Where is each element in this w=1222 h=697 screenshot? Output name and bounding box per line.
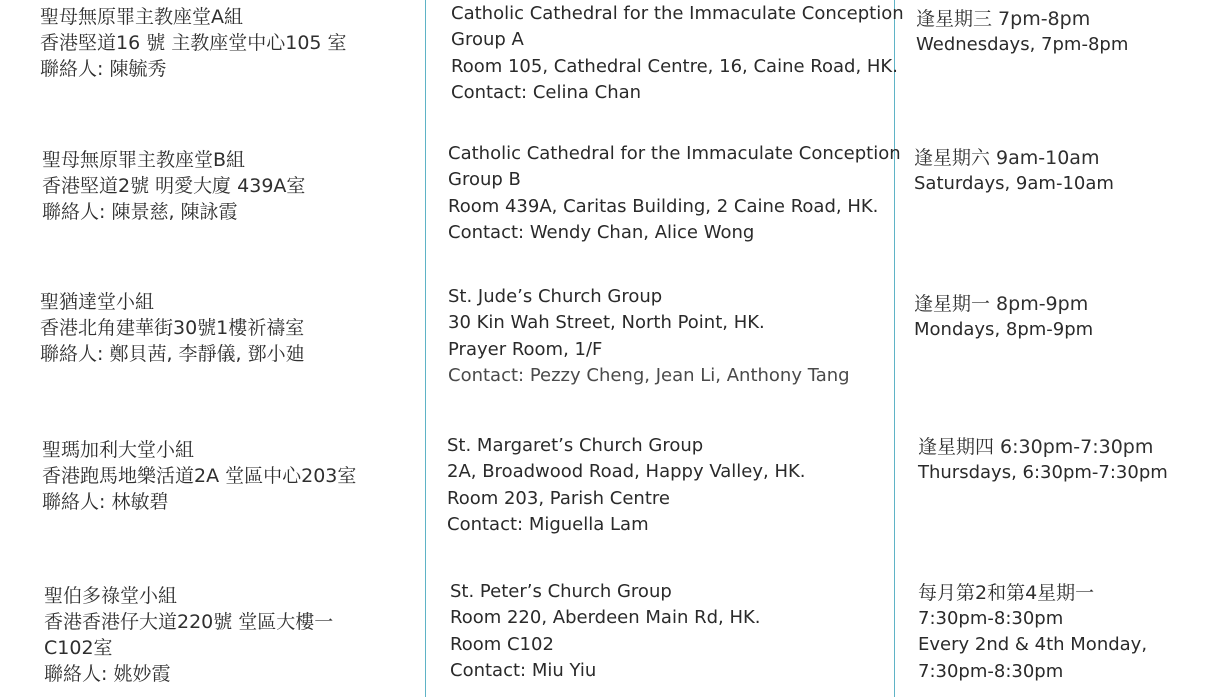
- meeting-time-english: Every 2nd & 4th Monday,: [918, 634, 1148, 656]
- group-chinese-name: 聖母無原罪主教座堂A組: [40, 6, 243, 28]
- group-english-st-margaret: [447, 433, 806, 538]
- group-english-address: Room 439A, Caritas Building, 2 Caine Road, HK.: [448, 195, 879, 217]
- group-chinese-address: 香港堅道16 號 主教座堂中心105 室: [40, 32, 347, 54]
- group-english-name-cont: Group B: [448, 169, 521, 191]
- group-english-room: Prayer Room, 1/F: [448, 338, 603, 360]
- meeting-time-cathedral-b: [914, 145, 1114, 197]
- group-english-name: St. Margaret’s Church Group: [447, 435, 704, 456]
- meeting-time-english: Thursdays, 6:30pm-7:30pm: [918, 462, 1168, 483]
- meeting-time-english-time: 7:30pm-8:30pm: [918, 660, 1064, 682]
- group-chinese-name: 聖伯多祿堂小組: [44, 585, 178, 607]
- group-chinese-st-margaret: [42, 437, 356, 515]
- group-chinese-name: 聖母無原罪主教座堂B組: [42, 149, 246, 171]
- meeting-time-st-margaret: [918, 434, 1168, 486]
- group-english-contact: Contact: Celina Chan: [451, 81, 642, 103]
- group-english-name: Catholic Cathedral for the Immaculate Conception: [451, 3, 904, 24]
- group-chinese-cathedral-b: [42, 147, 305, 225]
- group-chinese-st-jude: [40, 289, 305, 367]
- group-english-room: Room C102: [450, 633, 554, 655]
- meeting-time-chinese: 每月第2和第4星期一: [918, 582, 1095, 604]
- column-divider-left: [425, 0, 426, 697]
- group-english-contact: Contact: Miguella Lam: [447, 513, 649, 535]
- meeting-time-chinese: 逢星期三 7pm-8pm: [916, 8, 1091, 30]
- group-chinese-name: 聖猶達堂小組: [40, 291, 155, 313]
- group-english-name: St. Peter’s Church Group: [450, 581, 672, 602]
- meeting-time-st-peter: [918, 580, 1147, 685]
- group-english-cathedral-a: [451, 1, 904, 106]
- meeting-time-chinese: 逢星期六 9am-10am: [914, 147, 1100, 169]
- group-english-name-cont: Group A: [451, 29, 524, 51]
- group-english-contact: Contact: Miu Yiu: [450, 659, 597, 681]
- meeting-time-english: Saturdays, 9am-10am: [914, 173, 1114, 194]
- group-chinese-contact: 聯絡人: 陳毓秀: [40, 58, 167, 80]
- meeting-time-st-jude: [914, 291, 1093, 343]
- meeting-time-chinese-time: 7:30pm-8:30pm: [918, 608, 1064, 629]
- group-english-name: St. Jude’s Church Group: [448, 286, 663, 307]
- group-english-contact: Contact: Wendy Chan, Alice Wong: [448, 221, 755, 243]
- group-chinese-contact: 聯絡人: 林敏碧: [42, 491, 169, 513]
- group-english-contact: Contact: Pezzy Cheng, Jean Li, Anthony Tang: [448, 364, 850, 386]
- group-english-address: 30 Kin Wah Street, North Point, HK.: [448, 312, 765, 334]
- group-english-address: 2A, Broadwood Road, Happy Valley, HK.: [447, 461, 806, 483]
- group-chinese-contact: 聯絡人: 鄭貝茜, 李靜儀, 鄧小廸: [40, 343, 305, 365]
- group-english-st-jude: [448, 284, 850, 389]
- group-chinese-address: 香港跑馬地樂活道2A 堂區中心203室: [42, 465, 357, 487]
- group-chinese-address: 香港北角建華街30號1樓祈禱室: [40, 317, 305, 339]
- group-chinese-address: 香港香港仔大道220號 堂區大樓一: [44, 611, 334, 633]
- group-english-st-peter: [450, 579, 761, 684]
- group-chinese-contact: 聯絡人: 姚妙霞: [44, 663, 171, 685]
- group-english-room: Room 203, Parish Centre: [447, 487, 670, 509]
- group-chinese-name: 聖瑪加利大堂小組: [42, 439, 195, 461]
- group-chinese-contact: 聯絡人: 陳景慈, 陳詠霞: [42, 201, 238, 223]
- meeting-time-chinese: 逢星期四 6:30pm-7:30pm: [918, 436, 1154, 458]
- group-english-address: Room 105, Cathedral Centre, 16, Caine Road, HK.: [451, 55, 898, 77]
- group-english-cathedral-b: [448, 141, 901, 246]
- group-chinese-room: C102室: [44, 637, 113, 659]
- group-chinese-cathedral-a: [40, 4, 347, 82]
- group-chinese-st-peter: [44, 583, 333, 687]
- meeting-time-chinese: 逢星期一 8pm-9pm: [914, 293, 1089, 315]
- meeting-time-english: Wednesdays, 7pm-8pm: [916, 34, 1129, 55]
- group-english-name: Catholic Cathedral for the Immaculate Conception: [448, 143, 901, 164]
- group-chinese-address: 香港堅道2號 明愛大廈 439A室: [42, 175, 306, 197]
- meeting-time-cathedral-a: [916, 6, 1128, 58]
- group-english-address: Room 220, Aberdeen Main Rd, HK.: [450, 607, 761, 629]
- meeting-time-english: Mondays, 8pm-9pm: [914, 319, 1094, 340]
